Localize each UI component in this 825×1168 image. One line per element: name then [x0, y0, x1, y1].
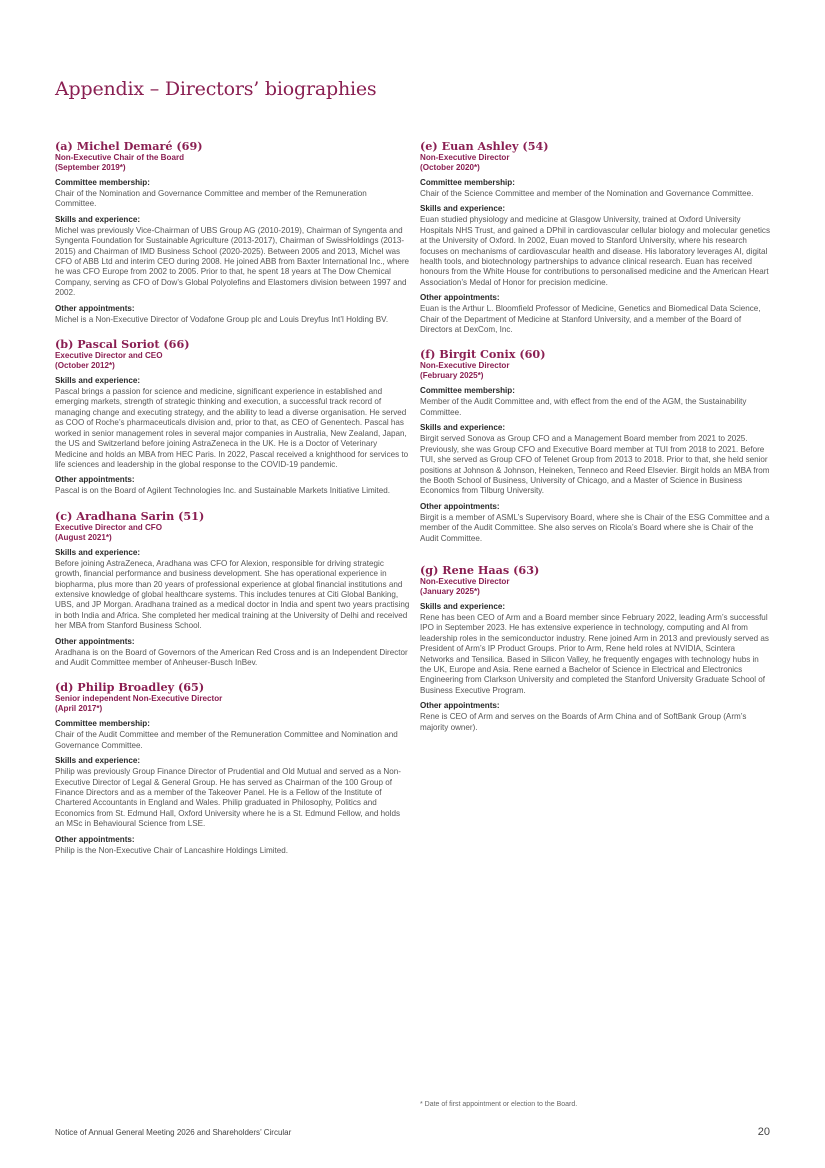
section-text: Member of the Audit Committee and, with effect from the end of the AGM, the Sustainability Committee. — [420, 397, 747, 417]
bio-role: Non-Executive Director — [420, 153, 510, 162]
section-text: Philip was previously Group Finance Director of Prudential and Old Mutual and served as a Non-Executive Director of Legal & General Group. He has served as Chairman of the 100 Group of Finance Directors and as a member of the Takeover Panel. He is a Fellow of the Institute of Chartered Accountants in England and Wales. Philip graduated in Philosophy, Politics and Economics from St. Edmund Hall, Oxford University where he is a St. Edmund Fellow, and holds an MSc in Behavioural Science from LSE. — [55, 767, 401, 829]
section-text: Rene is CEO of Arm and serves on the Boards of Arm China and of SoftBank Group (Arm’s majority owner). — [420, 712, 747, 732]
section-text: Rene has been CEO of Arm and a Board member since February 2022, leading Arm’s successful IPO in September 2023. He has extensive experience in technology, computing and AI from leadership roles in the semiconductor industry. Rene joined Arm in 2013 and previously served as President of Arm’s IP Product Groups. Prior to Arm, Rene held roles at NVIDIA, Scintera Networks and Tensilica. Based in Silicon Valley, he frequently engages with technology hubs in the UK, Europe and Asia. Rene earned a Bachelor of Science in Electrical and Electronics Engineering from Clarkson University and completed the Stanford University Graduate School of Business Executive Program. — [420, 612, 769, 695]
bio-euan-ashley — [420, 140, 770, 335]
bio-date: (January 2025*) — [420, 586, 480, 596]
section-text: Birgit is a member of ASML’s Supervisory Board, where she is Chair of the ESG Committee and a member of the Audit Committee. She also serves on Ricola’s Board where she is Chair of the Audit Committee. — [420, 512, 770, 543]
bio-role: Non-Executive Chair of the Board — [55, 153, 185, 162]
section-heading: Committee membership: — [55, 719, 150, 729]
bio-date: (October 2012*) — [55, 361, 115, 371]
bio-name: (d) Philip Broadley (65) — [55, 680, 205, 695]
section-text: Birgit served Sonova as Group CFO and a Management Board member from 2021 to 2025. Previously, she was Group CFO and Executive Board member at TUI from 2018 to 2021. Before TUI, she served as Group CFO of Telenet Group from 2013 to 2018. Prior to that, she held senior positions at Johnson & Johnson, Heineken, Tenneco and Reed Elsevier. Birgit holds an MBA from the Booth School of Business, University of Chicago, and a Master of Science in Business Economics from Tilburg University. — [420, 434, 770, 496]
page-number: 20 — [757, 1126, 770, 1138]
left-column — [55, 140, 410, 869]
section-text: Euan is the Arthur L. Bloomfield Professor of Medicine, Genetics and Biomedical Data Science, Chair of the Department of Medicine at Stanford University, and a member of the Board of Directors at DexCom, Inc. — [420, 304, 761, 335]
right-column — [420, 140, 770, 746]
bio-role: Non-Executive Director — [420, 361, 510, 371]
section-text: Chair of the Audit Committee and member of the Remuneration Committee and Nomination and Governance Committee. — [55, 730, 398, 750]
bio-role: Executive Director and CEO — [55, 351, 163, 361]
section-heading: Skills and experience: — [55, 214, 141, 224]
bio-name: (b) Pascal Soriot (66) — [55, 337, 190, 352]
section-heading: Other appointments: — [55, 834, 135, 844]
section-heading: Other appointments: — [55, 303, 135, 313]
section-text: Aradhana is on the Board of Governors of the American Red Cross and is an Independent Director and Audit Committee member of Anheuser-Busch InBev. — [55, 647, 408, 667]
section-heading: Skills and experience: — [55, 376, 141, 386]
section-heading: Skills and experience: — [55, 547, 141, 557]
bio-philip-broadley — [55, 681, 410, 856]
section-heading: Skills and experience: — [55, 756, 141, 766]
bio-rene-haas — [420, 564, 770, 733]
bio-date: (October 2020*) — [420, 163, 480, 172]
bio-name: (c) Aradhana Sarin (51) — [55, 508, 205, 523]
section-text: Pascal brings a passion for science and medicine, significant experience in established and emerging markets, strength of strategic thinking and execution, a successful track record of managing change and executing strategy, and the ability to lead a diverse organisation. He served as COO of Roche’s pharmaceuticals division and, prior to that, as CEO of Genentech. Pascal has worked in senior management roles in several major companies in Australia, New Zealand, Japan, the US and Switzerland before joining AstraZeneca in the UK. He is a Doctor of Veterinary Medicine and holds an MBA from HEC Paris. In 2022, Pascal received a knighthood for services to life sciences and leadership in the global response to the COVID-19 pandemic. — [55, 387, 409, 469]
section-heading: Other appointments: — [420, 293, 500, 303]
section-text: Michel was previously Vice-Chairman of UBS Group AG (2010-2019), Chairman of Syngenta and Syngenta Foundation for Sustainable Agriculture (2013-2017), Chairman of SwissHoldings (2013-2015) and Chairman of IMD Business School (2020-2025). Between 2005 and 2013, Michel was CFO of ABB Ltd and interim CEO during 2008. He joined ABB from Baxter International Inc., where he was CFO Europe from 2002 to 2005. Prior to that, he spent 18 years at The Dow Chemical Company, serving as CFO of Dow’s Global Polyolefins and Elastomers division between 1997 and 2002. — [55, 225, 410, 298]
section-heading: Committee membership: — [420, 178, 515, 187]
section-text: Before joining AstraZeneca, Aradhana was CFO for Alexion, responsible for driving strategic growth, financial performance and business development. She has operational experience in biopharma, plus more than 20 years of professional experience at global financial institutions and extensive knowledge of global healthcare systems. This includes tenures at Citi Global Banking, UBS, and JP Morgan. Aradhana trained as a medical doctor in India and spent two years practising in both India and Africa. She completed her medical training at the University of Delhi and received her MBA from Stanford Business School. — [55, 558, 410, 631]
bio-aradhana-sarin — [55, 510, 410, 669]
bio-name: (a) Michel Demaré (69) — [55, 139, 203, 153]
bio-role: Executive Director and CFO — [55, 522, 163, 532]
section-text: Pascal is on the Board of Agilent Technologies Inc. and Sustainable Markets Initiative Limited. — [55, 486, 391, 496]
bio-name: (e) Euan Ashley (54) — [420, 139, 549, 153]
bio-role: Senior independent Non-Executive Director — [55, 694, 223, 704]
section-heading: Other appointments: — [55, 636, 135, 646]
section-heading: Skills and experience: — [420, 423, 506, 433]
bio-date: (August 2021*) — [55, 532, 112, 542]
bio-pascal-soriot — [55, 338, 410, 497]
section-text: Philip is the Non-Executive Chair of Lancashire Holdings Limited. — [55, 845, 289, 855]
bio-michel-demare — [55, 140, 410, 325]
bio-date: (February 2025*) — [420, 371, 484, 381]
bio-date: (April 2017*) — [55, 704, 103, 714]
bio-name: (g) Rene Haas (63) — [420, 562, 540, 577]
section-heading: Other appointments: — [420, 501, 500, 511]
section-heading: Committee membership: — [420, 386, 515, 396]
section-heading: Other appointments: — [420, 701, 500, 711]
section-text: Euan studied physiology and medicine at Glasgow University, trained at Oxford University Hospitals NHS Trust, and gained a DPhil in cardiovascular cellular biology and molecular genetics at the University of Oxford. In 2002, Euan moved to Stanford University, where his research focuses on mechanisms of cardiovascular health and disease. His laboratory leverages AI, digital health tools, and biotechnology partnerships to advance clinical research. Euan has received honours from the White House for contributions to personalised medicine and the American Heart Association’s Medal of Honor for precision medicine. — [420, 215, 771, 287]
bio-date: (September 2019*) — [55, 163, 126, 172]
section-heading: Skills and experience: — [420, 204, 506, 214]
section-heading: Other appointments: — [55, 475, 135, 485]
footnote: * Date of first appointment or election to the Board. — [420, 1101, 578, 1108]
footer-text: Notice of Annual General Meeting 2026 and Shareholders’ Circular — [55, 1128, 292, 1137]
section-text: Chair of the Science Committee and member of the Nomination and Governance Committee. — [420, 189, 754, 198]
section-text: Chair of the Nomination and Governance Committee and member of the Remuneration Committee. — [55, 189, 367, 209]
section-heading: Skills and experience: — [420, 601, 506, 611]
section-heading: Committee membership: — [55, 178, 150, 187]
bio-birgit-conix — [420, 348, 770, 543]
bio-name: (f) Birgit Conix (60) — [420, 347, 546, 362]
section-text: Michel is a Non-Executive Director of Vodafone Group plc and Louis Dreyfus Int’l Holding BV. — [55, 314, 389, 324]
page-title: Appendix – Directors’ biographies — [55, 78, 377, 100]
bio-role: Non-Executive Director — [420, 576, 510, 586]
